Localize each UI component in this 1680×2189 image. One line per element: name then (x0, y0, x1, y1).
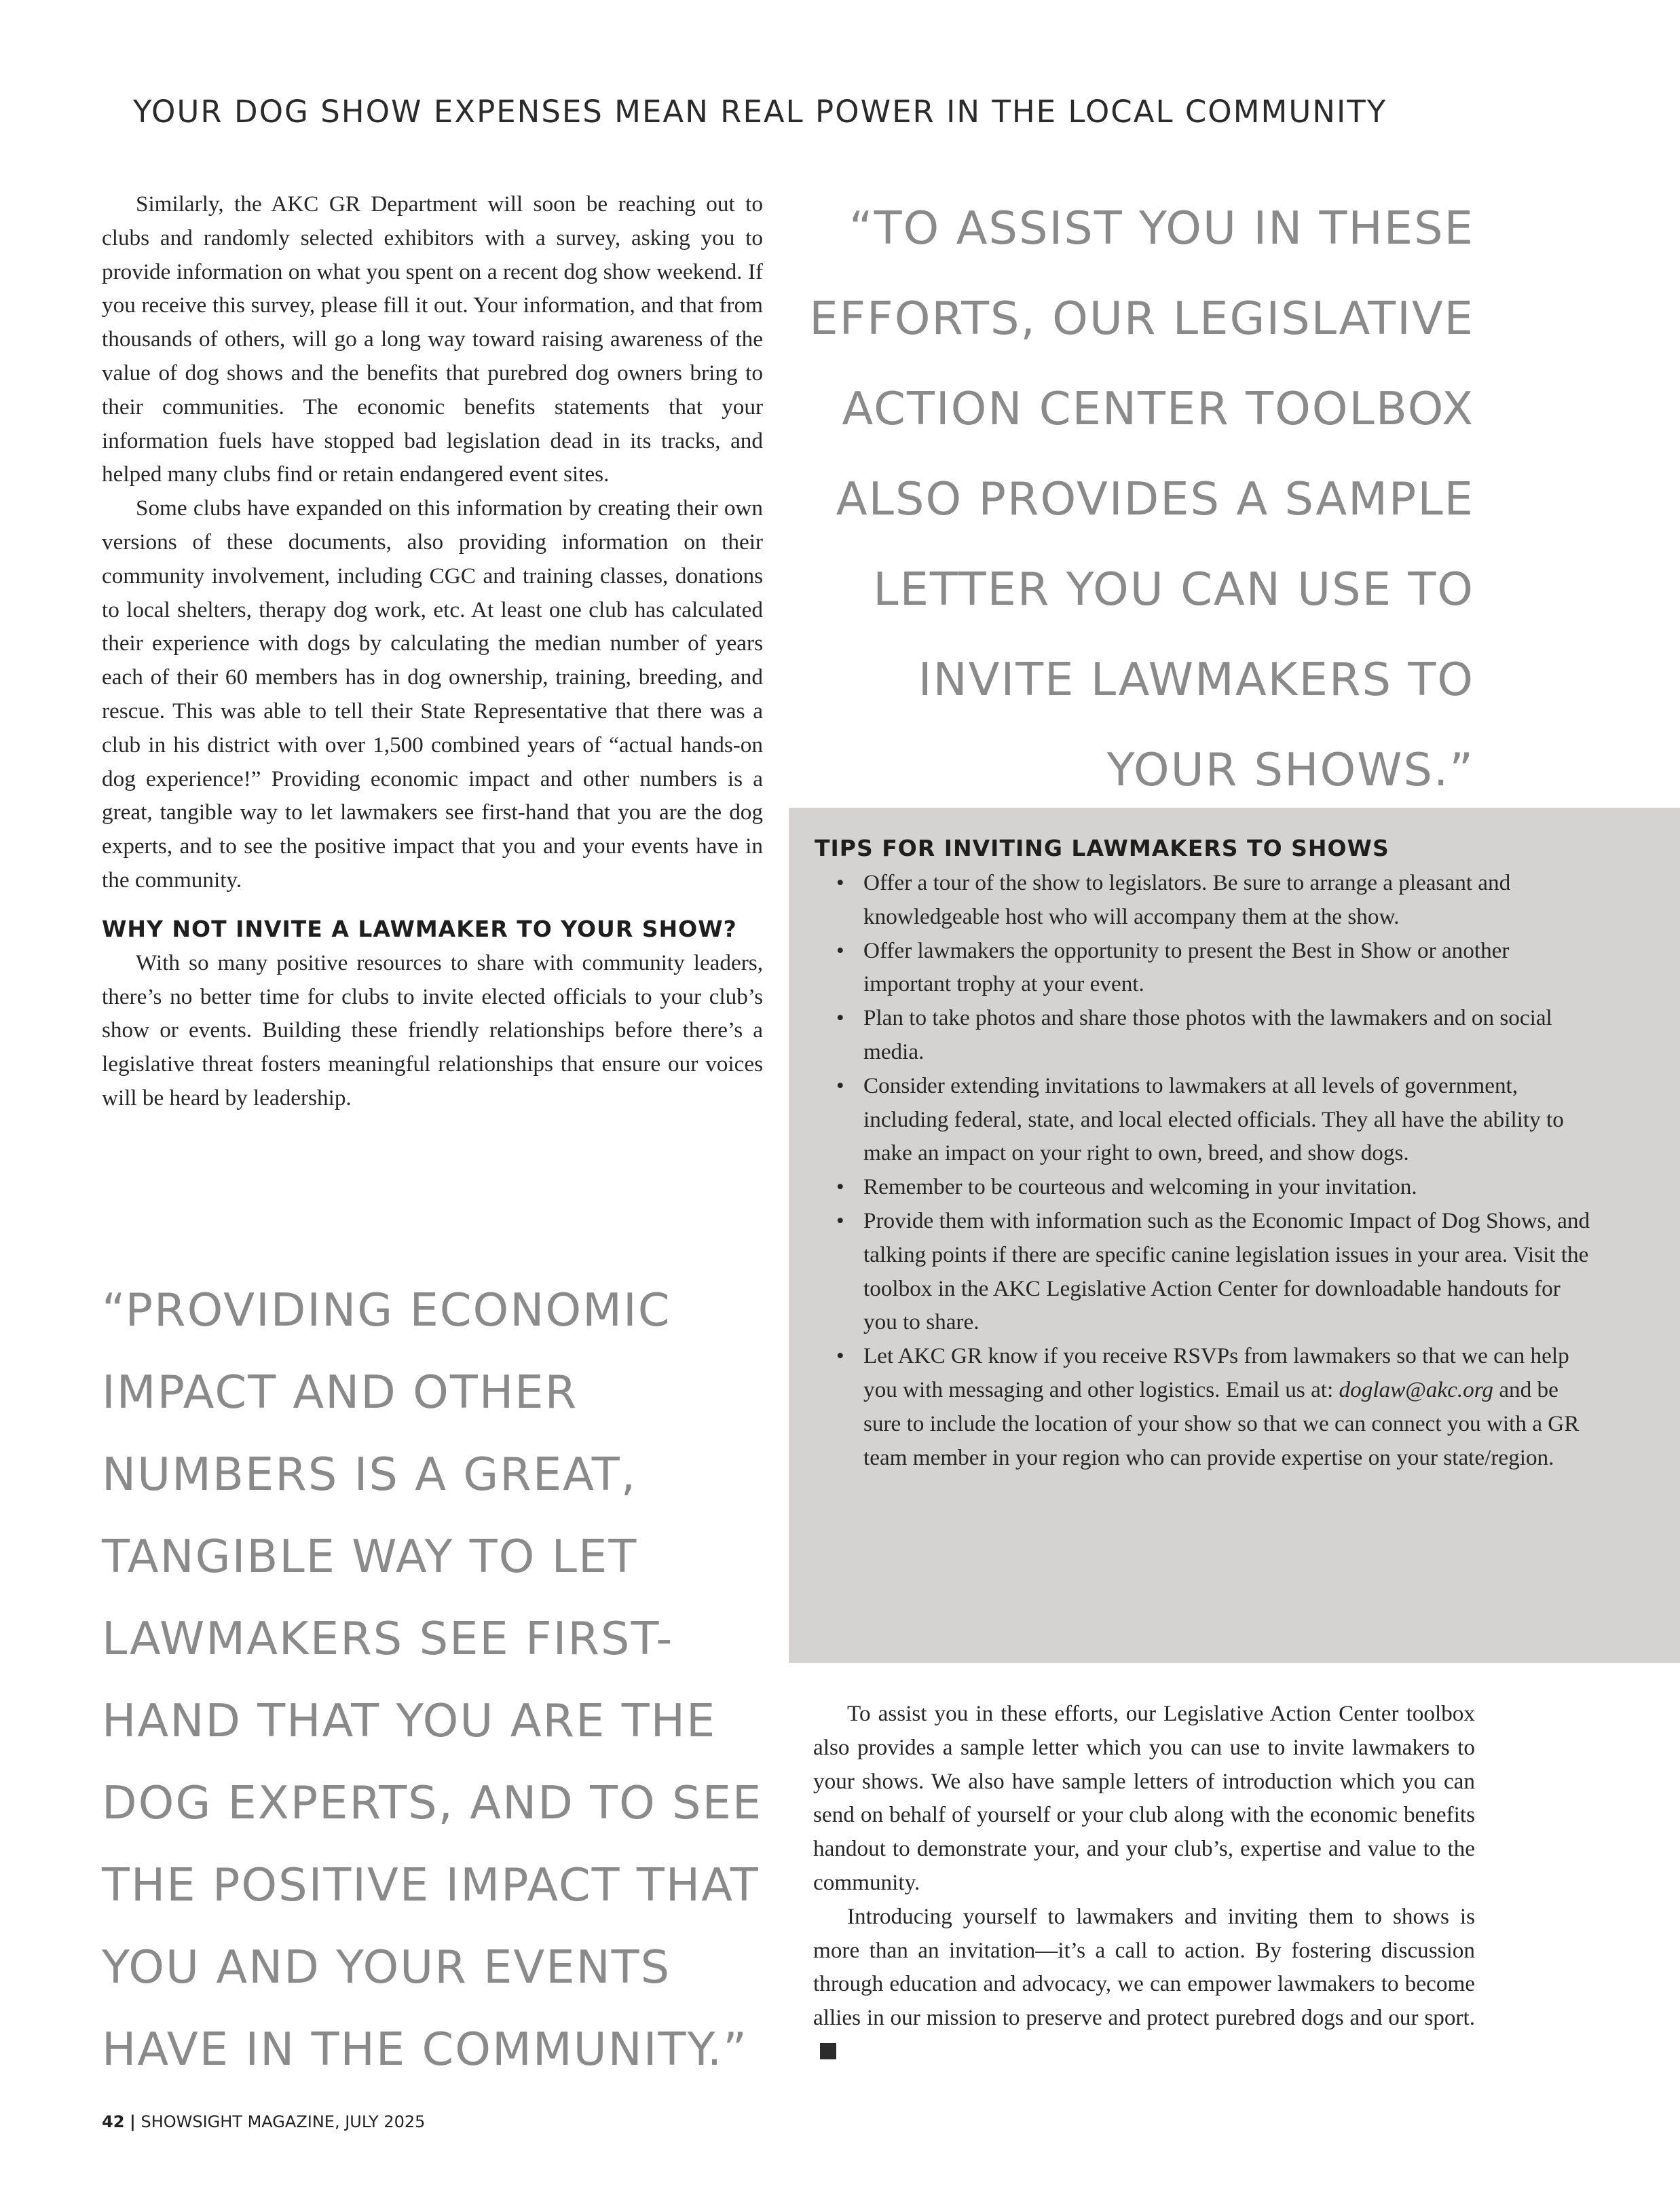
tips-sidebar (789, 808, 1680, 1663)
tips-item (815, 1204, 1599, 1339)
pull-quote-line: YOUR SHOWS.” (1106, 743, 1474, 796)
pull-quote-line: EFFORTS, OUR LEGISLATIVE (809, 292, 1474, 345)
bullet-icon: • (836, 937, 844, 963)
page-number: 42 (102, 2112, 125, 2131)
body-paragraph: To assist you in these efforts, our Legislative Action Center toolbox also provides a sample letter which you can use to invite lawmakers to your shows. We also have sample letters of introduction which you can send on behalf of yourself or your club along with the economic benefits handout to demonstrate your, and your club’s, expertise and value to the community. (813, 1701, 1475, 1895)
tips-item-text: Provide them with information such as the Economic Impact of Dog Shows, and talking points if there are specific canine legislation issues in your area. Visit the toolbox in the AKC Legislative Action Center for downloadable handouts for you to share. (863, 1208, 1590, 1335)
tips-item-text: Remember to be courteous and welcoming in your invitation. (863, 1174, 1417, 1200)
body-paragraph: With so many positive resources to share with community leaders, there’s no better time for clubs to invite elected officials to your club’s show or events. Building these friendly relationships before there’s a legislative threat fosters meaningful relationships that ensure our voices will be heard by leadership. (102, 950, 763, 1110)
pull-quote-line: NUMBERS IS A GREAT, (102, 1448, 637, 1501)
tips-item (815, 1339, 1599, 1474)
tips-item-text: Offer a tour of the show to legislators. Be sure to arrange a pleasant and knowledgeable host who will accompany them at the show. (863, 870, 1511, 929)
body-paragraph (813, 1900, 1475, 2069)
pull-quote-line: “TO ASSIST YOU IN THESE (848, 202, 1474, 255)
bullet-icon: • (836, 1072, 844, 1098)
bullet-icon: • (836, 1005, 844, 1031)
bullet-icon: • (836, 870, 844, 895)
pull-quote-left (102, 1269, 781, 2091)
publication-name: SHOWSIGHT MAGAZINE, JULY 2025 (141, 2112, 426, 2131)
pull-quote-line: “PROVIDING ECONOMIC (102, 1284, 671, 1336)
footer-separator: | (130, 2112, 136, 2131)
tips-list (815, 866, 1599, 1474)
pull-quote-line: THE POSITIVE IMPACT THAT (102, 1858, 760, 1911)
tips-item (815, 866, 1599, 934)
tips-item-text: and be sure to include the location of your show so that we can connect you with a GR team member in your region who can provide expertise on your state/region. (863, 1377, 1580, 1470)
page-header: YOUR DOG SHOW EXPENSES MEAN REAL POWER IN THE LOCAL COMMUNITY (133, 94, 1387, 130)
page-footer (102, 2112, 425, 2131)
pull-quote-line: ACTION CENTER TOOLBOX (842, 382, 1474, 435)
tips-title: TIPS FOR INVITING LAWMAKERS TO SHOWS (815, 835, 1389, 861)
pull-quote-line: LETTER YOU CAN USE TO (873, 563, 1474, 616)
right-column (813, 1697, 1475, 2069)
tips-item (815, 934, 1599, 1002)
tips-item-text: Offer lawmakers the opportunity to present the Best in Show or another important trophy at your event. (863, 937, 1510, 997)
tips-item (815, 1069, 1599, 1170)
pull-quote-line: DOG EXPERTS, AND TO SEE (102, 1776, 763, 1829)
body-paragraph: Similarly, the AKC GR Department will soon be reaching out to clubs and randomly selected exhibitors with a survey, asking you to provide information on what you spent on a recent dog show weekend. If you receive this survey, please fill it out. Your information, and that from thousands of others, will go a long way toward raising awareness of the value of dog shows and the benefits that purebred dog owners bring to their communities. The economic benefits statements that your information fuels have stopped bad legislation dead in its tracks, and helped many clubs find or retain endangered event sites. (102, 191, 763, 487)
end-mark-icon (820, 2043, 836, 2059)
bullet-icon: • (836, 1174, 844, 1200)
pull-quote-line: HAND THAT YOU ARE THE (102, 1694, 717, 1747)
bullet-icon: • (836, 1208, 844, 1233)
tips-item-text: Let AKC GR know if you receive RSVPs from lawmakers so that we can help you with messaging and other logistics. Email us at: (863, 1343, 1569, 1402)
body-paragraph: Some clubs have expanded on this information by creating their own versions of these documents, also providing information on their community involvement, including CGC and training classes, donations to local shelters, therapy dog work, etc. At least one club has calculated their experience with dogs by calculating the median number of years each of their 60 members has in dog ownership, training, breeding, and rescue. This was able to tell their State Representative that there was a club in his district with over 1,500 combined years of “actual hands-on dog experience!” Providing economic impact and other numbers is a great, tangible way to let lawmakers see first-hand that you are the dog experts, and to see the positive impact that you and your events have in the community. (102, 495, 763, 893)
bullet-icon: • (836, 1343, 844, 1369)
pull-quote-line: IMPACT AND OTHER (102, 1366, 578, 1419)
section-subhead: WHY NOT INVITE A LAWMAKER TO YOUR SHOW? (102, 915, 737, 942)
pull-quote-line: ALSO PROVIDES A SAMPLE (836, 472, 1474, 525)
email-link[interactable]: doglaw@akc.org (1339, 1377, 1494, 1402)
pull-quote-line: INVITE LAWMAKERS TO (918, 653, 1474, 706)
pull-quote-line: LAWMAKERS SEE FIRST- (102, 1612, 674, 1665)
tips-item-text: Plan to take photos and share those photos with the lawmakers and on social media. (863, 1005, 1552, 1064)
pull-quote-line: YOU AND YOUR EVENTS (102, 1941, 671, 1994)
closing-text: Introducing yourself to lawmakers and inviting them to shows is more than an invitation—it’s a call to action. By fostering discussion through education and advocacy, we can empower lawmakers to become allies in our mission to preserve and protect purebred dogs and our sport. (813, 1903, 1475, 2031)
pull-quote-line: TANGIBLE WAY TO LET (102, 1530, 638, 1583)
left-column (102, 187, 763, 1115)
tips-item (815, 1001, 1599, 1069)
tips-item (815, 1170, 1599, 1204)
pull-quote-right (787, 183, 1474, 815)
pull-quote-line: HAVE IN THE COMMUNITY.” (102, 2023, 748, 2076)
tips-item-text: Consider extending invitations to lawmakers at all levels of government, including federal, state, and local elected officials. They all have the ability to make an impact on your right to own, breed, and show dogs. (863, 1072, 1564, 1166)
